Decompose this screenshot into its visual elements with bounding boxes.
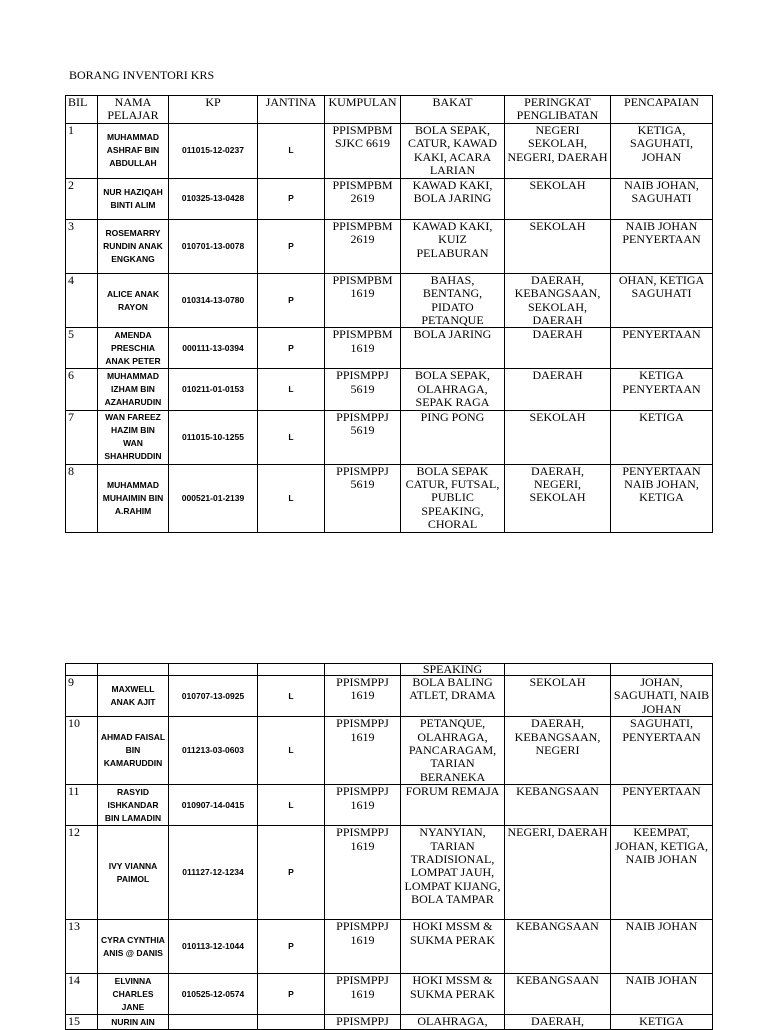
table-row	[66, 328, 713, 369]
cell-kp: 010907-14-0415	[169, 785, 258, 826]
header-kumpulan: KUMPULAN	[325, 96, 401, 124]
cell-pencapaian: NAIB JOHAN PENYERTAAN	[611, 219, 713, 273]
cell-peringkat: SEKOLAH	[505, 178, 611, 219]
cell-peringkat: DAERAH	[505, 369, 611, 410]
cell-kumpulan: PPISMPPJ 1619	[325, 676, 401, 717]
cell-nama: NUR HAZIQAH BINTI ALIM	[98, 178, 169, 219]
cell-jantina: L	[258, 785, 325, 826]
cell-kumpulan: PPISMPPJ 1619	[325, 785, 401, 826]
cell-bil: 6	[66, 369, 98, 410]
table-row	[66, 273, 713, 328]
cell-bakat: NYANYIAN, TARIAN TRADISIONAL, LOMPAT JAUH, LOMPAT KIJANG, BOLA TAMPAR	[401, 826, 505, 920]
cell-bil: 15	[66, 1015, 98, 1030]
header-kp: KP	[169, 96, 258, 124]
cell-bil: 3	[66, 219, 98, 273]
cell-nama: AMENDA PRESCHIA ANAK PETER	[98, 328, 169, 369]
cell-pencapaian: OHAN, KETIGA SAGUHATI	[611, 273, 713, 328]
cell-jantina: L	[258, 369, 325, 410]
cell-peringkat: SEKOLAH	[505, 219, 611, 273]
cell-bil: 1	[66, 123, 98, 178]
cell-bil: 12	[66, 826, 98, 920]
cell-peringkat: DAERAH,	[505, 1015, 611, 1030]
cell-nama: MUHAMMAD MUHAIMIN BIN A.RAHIM	[98, 464, 169, 532]
cell-pencapaian: KETIGA	[611, 1015, 713, 1030]
cell-kp: 011015-12-0237	[169, 123, 258, 178]
cell-peringkat: NEGERI, DAERAH	[505, 826, 611, 920]
cell-bakat: PING PONG	[401, 410, 505, 464]
cell-kp: 010525-12-0574	[169, 974, 258, 1015]
cell-bakat: BOLA SEPAK, CATUR, KAWAD KAKI, ACARA LARIAN	[401, 123, 505, 178]
cell-kp: 000521-01-2139	[169, 464, 258, 532]
cell-kumpulan: PPISMPBM 2619	[325, 178, 401, 219]
header-bil: BIL	[66, 96, 98, 124]
cell-pencapaian: SAGUHATI, PENYERTAAN	[611, 717, 713, 785]
cell-peringkat: KEBANGSAAN	[505, 785, 611, 826]
cell-bil: 2	[66, 178, 98, 219]
cell-bakat: HOKI MSSM & SUKMA PERAK	[401, 974, 505, 1015]
cell-nama: MAXWELL ANAK AJIT	[98, 676, 169, 717]
cell-pencapaian: NAIB JOHAN	[611, 974, 713, 1015]
cell-kumpulan: PPISMPBM 2619	[325, 219, 401, 273]
cell-kp	[169, 1015, 258, 1030]
cell-peringkat: DAERAH	[505, 328, 611, 369]
cell	[505, 664, 611, 676]
cell	[325, 664, 401, 676]
cell-jantina: L	[258, 123, 325, 178]
cell	[258, 664, 325, 676]
cell-jantina: L	[258, 717, 325, 785]
cell-nama: AHMAD FAISAL BIN KAMARUDDIN	[98, 717, 169, 785]
table-row	[66, 826, 713, 920]
cell-nama: CYRA CYNTHIA ANIS @ DANIS	[98, 920, 169, 974]
cell-kumpulan: PPISMPPJ	[325, 1015, 401, 1030]
cell-nama: RASYID ISHKANDAR BIN LAMADIN	[98, 785, 169, 826]
cell	[611, 664, 713, 676]
cell-peringkat: KEBANGSAAN	[505, 974, 611, 1015]
cell-bil: 14	[66, 974, 98, 1015]
cell-kp: 010211-01-0153	[169, 369, 258, 410]
cell-pencapaian: NAIB JOHAN, SAGUHATI	[611, 178, 713, 219]
header-bakat: BAKAT	[401, 96, 505, 124]
cell-peringkat: SEKOLAH	[505, 676, 611, 717]
table-row	[66, 410, 713, 464]
table-row	[66, 974, 713, 1015]
cell-pencapaian: KETIGA, SAGUHATI, JOHAN	[611, 123, 713, 178]
header-pencapaian: PENCAPAIAN	[611, 96, 713, 124]
inventory-table-page-1	[65, 95, 713, 533]
cell-pencapaian: PENYERTAAN	[611, 785, 713, 826]
table-row	[66, 785, 713, 826]
cell-kumpulan: PPISMPBM 1619	[325, 328, 401, 369]
cell-bakat: BAHAS, BENTANG, PIDATO PETANQUE	[401, 273, 505, 328]
cell-pencapaian: JOHAN, SAGUHATI, NAIB JOHAN	[611, 676, 713, 717]
cell-pencapaian: NAIB JOHAN	[611, 920, 713, 974]
header-peringkat: PERINGKAT PENGLIBATAN	[505, 96, 611, 124]
cell-pencapaian: PENYERTAAN	[611, 328, 713, 369]
cell-bakat: OLAHRAGA,	[401, 1015, 505, 1030]
table-row	[66, 920, 713, 974]
continuation-row	[66, 664, 713, 676]
cell-kumpulan: PPISMPPJ 1619	[325, 826, 401, 920]
cell-pencapaian: KETIGA	[611, 410, 713, 464]
cell-bakat: KAWAD KAKI, KUIZ PELABURAN	[401, 219, 505, 273]
cell-bil: 8	[66, 464, 98, 532]
cell-nama: IVY VIANNA PAIMOL	[98, 826, 169, 920]
cell-jantina: P	[258, 178, 325, 219]
cell	[98, 664, 169, 676]
table-row	[66, 123, 713, 178]
cell-jantina: P	[258, 974, 325, 1015]
cell-jantina: P	[258, 826, 325, 920]
table-row	[66, 676, 713, 717]
header-jantina: JANTINA	[258, 96, 325, 124]
cell-kumpulan: PPISMPPJ 5619	[325, 369, 401, 410]
cell-pencapaian: KETIGA PENYERTAAN	[611, 369, 713, 410]
cell-bakat: BOLA SEPAK, OLAHRAGA, SEPAK RAGA	[401, 369, 505, 410]
header-nama: NAMA PELAJAR	[98, 96, 169, 124]
cell-bil: 7	[66, 410, 98, 464]
table-row	[66, 464, 713, 532]
cell-nama: MUHAMMAD ASHRAF BIN ABDULLAH	[98, 123, 169, 178]
cell-jantina: L	[258, 676, 325, 717]
cell-nama: MUHAMMAD IZHAM BIN AZAHARUDIN	[98, 369, 169, 410]
table-row	[66, 1015, 713, 1030]
continuation-text: SPEAKING	[401, 664, 505, 676]
cell-jantina: P	[258, 328, 325, 369]
cell-bakat: BOLA BALING ATLET, DRAMA	[401, 676, 505, 717]
cell-kp: 010707-13-0925	[169, 676, 258, 717]
cell-kumpulan: PPISMPBM SJKC 6619	[325, 123, 401, 178]
cell-kp: 010113-12-1044	[169, 920, 258, 974]
cell-kumpulan: PPISMPPJ 1619	[325, 920, 401, 974]
cell-bakat: BOLA SEPAK CATUR, FUTSAL, PUBLIC SPEAKING, CHORAL	[401, 464, 505, 532]
cell-bil: 4	[66, 273, 98, 328]
cell-bil: 11	[66, 785, 98, 826]
cell-kp: 010325-13-0428	[169, 178, 258, 219]
cell-jantina: P	[258, 273, 325, 328]
cell-bakat: HOKI MSSM & SUKMA PERAK	[401, 920, 505, 974]
cell	[169, 664, 258, 676]
cell	[66, 664, 98, 676]
cell-bakat: KAWAD KAKI, BOLA JARING	[401, 178, 505, 219]
cell-bil: 10	[66, 717, 98, 785]
inventory-table-page-2	[65, 663, 713, 1030]
cell-bil: 9	[66, 676, 98, 717]
cell-kumpulan: PPISMPPJ 1619	[325, 717, 401, 785]
cell-kp: 010314-13-0780	[169, 273, 258, 328]
cell-peringkat: KEBANGSAAN	[505, 920, 611, 974]
cell-pencapaian: PENYERTAAN NAIB JOHAN, KETIGA	[611, 464, 713, 532]
cell-bakat: FORUM REMAJA	[401, 785, 505, 826]
cell-jantina: L	[258, 464, 325, 532]
cell-jantina: P	[258, 920, 325, 974]
cell-jantina: L	[258, 410, 325, 464]
cell-nama: NURIN AIN	[98, 1015, 169, 1030]
cell-jantina	[258, 1015, 325, 1030]
cell-kumpulan: PPISMPPJ 1619	[325, 974, 401, 1015]
cell-nama: ROSEMARRY RUNDIN ANAK ENGKANG	[98, 219, 169, 273]
cell-kp: 010701-13-0078	[169, 219, 258, 273]
cell-peringkat: DAERAH, KEBANGSAAN, NEGERI	[505, 717, 611, 785]
cell-nama: WAN FAREEZ HAZIM BIN WAN SHAHRUDDIN	[98, 410, 169, 464]
cell-kumpulan: PPISMPPJ 5619	[325, 410, 401, 464]
cell-bil: 5	[66, 328, 98, 369]
cell-peringkat: DAERAH, NEGERI, SEKOLAH	[505, 464, 611, 532]
table-header-row	[66, 96, 713, 124]
cell-bil: 13	[66, 920, 98, 974]
cell-peringkat: DAERAH, KEBANGSAAN, SEKOLAH, DAERAH	[505, 273, 611, 328]
cell-kumpulan: PPISMPBM 1619	[325, 273, 401, 328]
table-row	[66, 219, 713, 273]
table-row	[66, 717, 713, 785]
table-row	[66, 369, 713, 410]
cell-kp: 000111-13-0394	[169, 328, 258, 369]
cell-pencapaian: KEEMPAT, JOHAN, KETIGA, NAIB JOHAN	[611, 826, 713, 920]
cell-bakat: BOLA JARING	[401, 328, 505, 369]
cell-nama: ELVINNA CHARLES JANE	[98, 974, 169, 1015]
cell-kp: 011015-10-1255	[169, 410, 258, 464]
cell-peringkat: SEKOLAH	[505, 410, 611, 464]
cell-nama: ALICE ANAK RAYON	[98, 273, 169, 328]
cell-kp: 011213-03-0603	[169, 717, 258, 785]
cell-kp: 011127-12-1234	[169, 826, 258, 920]
cell-peringkat: NEGERI SEKOLAH, NEGERI, DAERAH	[505, 123, 611, 178]
table-row	[66, 178, 713, 219]
cell-bakat: PETANQUE, OLAHRAGA, PANCARAGAM, TARIAN BERANEKA	[401, 717, 505, 785]
cell-jantina: P	[258, 219, 325, 273]
document-title: BORANG INVENTORI KRS	[69, 68, 215, 82]
cell-kumpulan: PPISMPPJ 5619	[325, 464, 401, 532]
